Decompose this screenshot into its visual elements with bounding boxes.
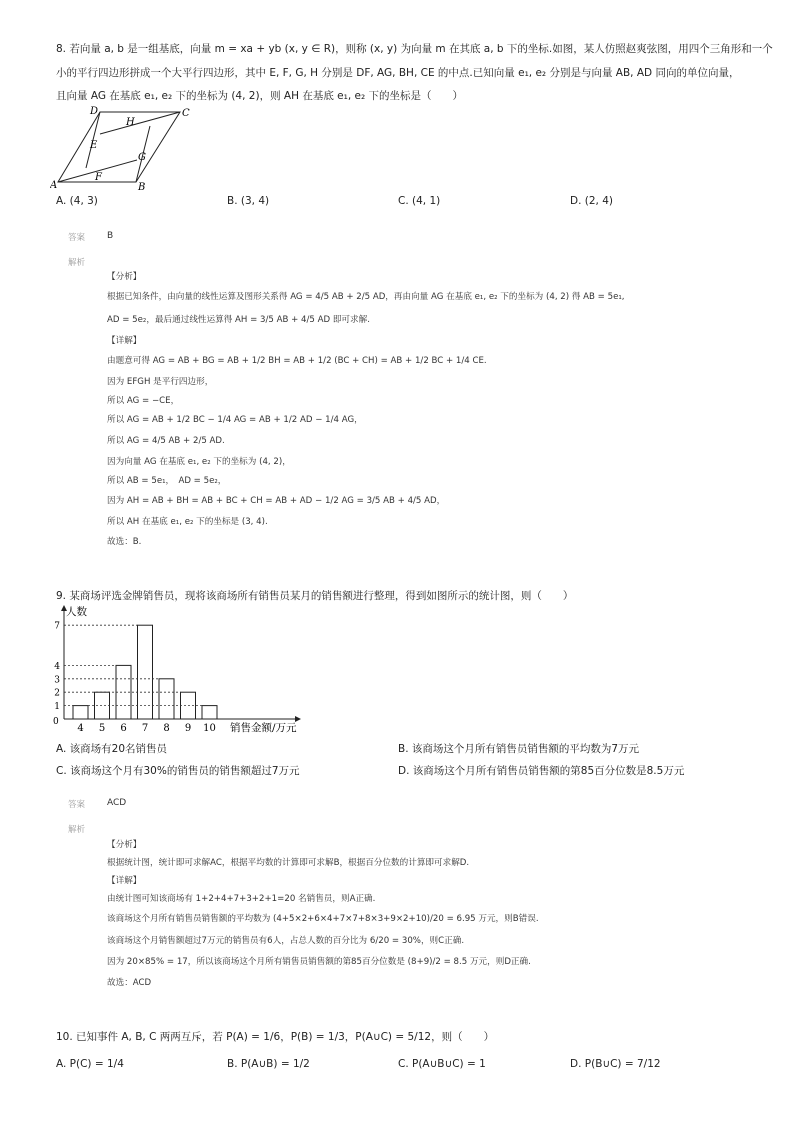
- q9-bar-chart: [50, 603, 310, 735]
- q8-option-b[interactable]: B. (3, 4): [227, 195, 270, 207]
- x-tick-label: 9: [184, 723, 192, 734]
- label-a: A: [50, 180, 58, 190]
- q10-option-a[interactable]: A. P(C) = 1/4: [56, 1058, 124, 1070]
- q8-analysis-label: 解析: [68, 258, 86, 268]
- q8-stem-line2: [56, 66, 739, 80]
- q8-stem-line3: [56, 89, 463, 103]
- x-axis-label: 销售金额/万元: [230, 722, 297, 734]
- label-b: B: [138, 182, 146, 190]
- q9-sol-3: 由统计图可知该商场有 1+2+4+7+3+2+1=20 名销售员，则A正确.: [107, 894, 376, 904]
- q8-sol-5: 因为 EFGH 是平行四边形，: [107, 377, 214, 387]
- q8-stem-text-3: 且向量 AG 在基底 e₁, e₂ 下的坐标为 (4, 2)，则 AH 在基底 e₁, e₂ 下的坐标是（ ）: [56, 90, 464, 102]
- label-f: F: [95, 172, 102, 183]
- q8-parallelogram-figure: [50, 104, 190, 190]
- origin-label: 0: [53, 717, 59, 727]
- x-tick-label: 4: [77, 723, 84, 734]
- q9-sol-6: 因为 20×85% = 17，所以该商场这个月所有销售员销售额的第85百分位数是 (8+9)/2 = 8.5 万元，则D正确.: [107, 957, 531, 967]
- label-c: C: [182, 108, 190, 119]
- q9-analysis-label: 解析: [68, 825, 86, 835]
- q8-option-c[interactable]: C. (4, 1): [398, 195, 441, 207]
- q9-sol-7: 故选：ACD: [107, 978, 152, 988]
- y-tick-label: 4: [54, 661, 60, 672]
- label-g: G: [138, 152, 146, 163]
- q10-option-d[interactable]: D. P(B∪C) = 7/12: [570, 1058, 661, 1070]
- q8-sol-3: 【详解】: [107, 336, 142, 346]
- q10-stem: 10. 已知事件 A, B, C 两两互斥，若 P(A) = 1/6，P(B) = 1/3，P(A∪C) = 5/12，则（ ）: [56, 1031, 495, 1043]
- q8-sol-9: 因为向量 AG 在基底 e₁, e₂ 下的坐标为 (4, 2)，: [107, 457, 291, 467]
- y-axis-label: 人数: [66, 606, 87, 618]
- label-h: H: [126, 117, 135, 128]
- q8-sol-6: 所以 AG = −CE，: [107, 396, 180, 406]
- q9-sol-5: 该商场这个月销售额超过7万元的销售员有6人，占总人数的百分比为 6/20 = 30%，则C正确.: [107, 936, 465, 946]
- q9-option-d[interactable]: D. 该商场这个月所有销售员销售额的第85百分位数是8.5万元: [398, 765, 685, 777]
- outer-parallelogram: [58, 112, 180, 182]
- x-tick-label: 6: [120, 723, 127, 734]
- bar-7: [138, 625, 153, 719]
- q8-sol-4: 由题意可得 AG = AB + BG = AB + 1/2 BH = AB + 1/2 (BC + CH) = AB + 1/2 BC + 1/4 CE.: [107, 356, 487, 366]
- q8-stem-text: 8. 若向量 a, b 是一组基底，向量 m = xa + yb (x, y ∈ R)，则称 (x, y) 为向量 m 在其底 a, b 下的坐标.如图，某人仿照赵爽弦图，用四个三角形和一个: [56, 43, 773, 55]
- q9-sol-0: 【分析】: [107, 840, 142, 850]
- bar-8: [159, 679, 174, 719]
- x-tick-label: 8: [163, 723, 170, 734]
- q8-sol-11: 因为 AH = AB + BH = AB + BC + CH = AB + AD − 1/2 AG = 3/5 AB + 4/5 AD，: [107, 496, 446, 506]
- q8-option-d[interactable]: D. (2, 4): [570, 195, 613, 207]
- y-tick-label: 2: [54, 688, 60, 699]
- q9-answer-label: 答案: [68, 800, 86, 810]
- bar-10: [202, 706, 217, 719]
- bar-4: [73, 706, 88, 719]
- y-tick-label: 3: [54, 675, 60, 686]
- q10-option-c[interactable]: C. P(A∪B∪C) = 1: [398, 1058, 486, 1070]
- q9-stem: 9. 某商场评选金牌销售员，现将该商场所有销售员某月的销售额进行整理，得到如图所示的统计图，则（ ）: [56, 590, 574, 602]
- y-tick-label: 1: [54, 702, 60, 713]
- q9-option-c[interactable]: C. 该商场这个月有30%的销售员的销售额超过7万元: [56, 765, 300, 777]
- y-tick-label: 7: [54, 621, 60, 632]
- q9-sol-4: 该商场这个月所有销售员销售额的平均数为 (4+5×2+6×4+7×7+8×3+9×2+10)/20 = 6.95 万元，则B错误.: [107, 914, 539, 924]
- label-d: D: [90, 106, 99, 117]
- q9-option-a[interactable]: A. 该商场有20名销售员: [56, 743, 168, 755]
- q8-sol-7: 所以 AG = AB + 1/2 BC − 1/4 AG = AB + 1/2 AD − 1/4 AG，: [107, 415, 363, 425]
- x-tick-label: 5: [98, 723, 106, 734]
- q8-sol-12: 所以 AH 在基底 e₁, e₂ 下的坐标是 (3, 4).: [107, 517, 268, 527]
- q8-answer-label: 答案: [68, 233, 86, 243]
- q8-sol-8: 所以 AG = 4/5 AB + 2/5 AD.: [107, 436, 225, 446]
- q8-sol-0: 【分析】: [107, 272, 142, 282]
- q9-answer-value: ACD: [107, 798, 127, 808]
- x-tick-label: 10: [203, 723, 216, 734]
- q8-stem-line1: [56, 42, 773, 56]
- q9-sol-1: 根据统计图，统计即可求解AC，根据平均数的计算即可求解B，根据百分位数的计算即可求解D.: [107, 858, 470, 868]
- q8-sol-13: 故选：B.: [107, 537, 142, 547]
- q8-sol-2: AD = 5e₂，最后通过线性运算得 AH = 3/5 AB + 4/5 AD 即可求解.: [107, 315, 370, 325]
- q8-sol-10: 所以 AB = 5e₁， AD = 5e₂，: [107, 476, 227, 486]
- q8-answer-value: B: [107, 231, 114, 241]
- q8-sol-1: 根据已知条件，由向量的线性运算及图形关系得 AG = 4/5 AB + 2/5 AD，再由向量 AG 在基底 e₁, e₂ 下的坐标为 (4, 2) 得 AB = 5e₁,: [107, 292, 625, 302]
- q9-option-b[interactable]: B. 该商场这个月所有销售员销售额的平均数为7万元: [398, 743, 640, 755]
- x-tick-label: 7: [141, 723, 149, 734]
- q8-option-a[interactable]: A. (4, 3): [56, 195, 98, 207]
- q9-sol-2: 【详解】: [107, 876, 142, 886]
- q8-stem-text-2: 小的平行四边形拼成一个大平行四边形，其中 E, F, G, H 分别是 DF, AG, BH, CE 的中点.已知向量 e₁, e₂ 分别是与向量 AB, AD 同向的单位向量，: [56, 67, 740, 79]
- label-e: E: [90, 140, 98, 151]
- q10-option-b[interactable]: B. P(A∪B) = 1/2: [227, 1058, 310, 1070]
